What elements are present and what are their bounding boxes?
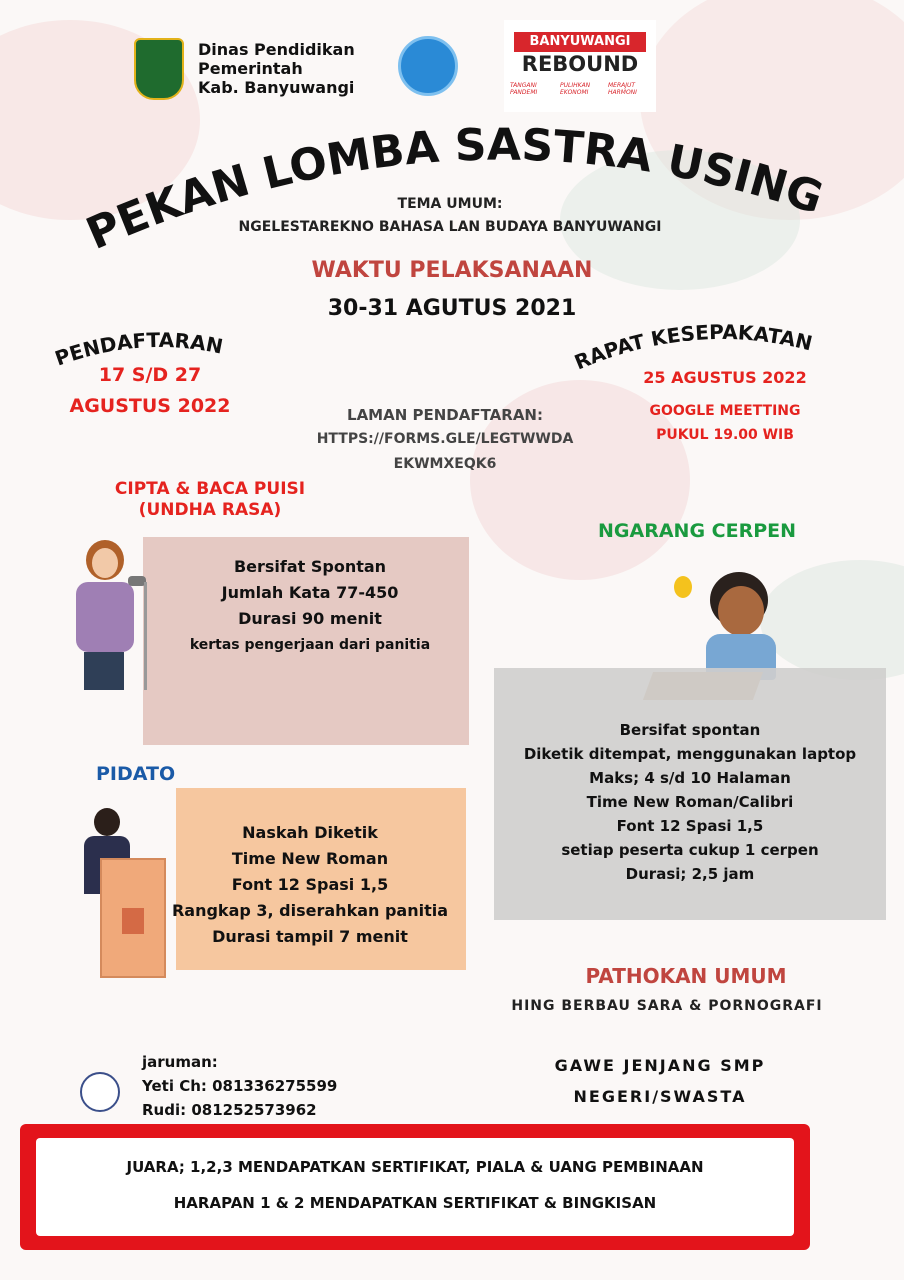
pidato-rule: Rangkap 3, diserahkan panitia [171,901,449,920]
pendaftaran-date-1: 17 S/D 27 [98,364,202,386]
pidato-rule: Font 12 Spasi 1,5 [231,875,389,894]
puisi-rules [140,554,480,658]
pidato-rules [150,820,470,950]
svg-text:PEKAN LOMBA SASTRA USING [80,120,829,260]
cerpen-rule: Diketik ditempat, menggunakan laptop [523,745,857,763]
jaruman-label: jaruman: [142,1053,218,1071]
dinas-text: Dinas Pendidikan Pemerintah Kab. Banyuwangi [198,40,355,97]
puisi-rule: kertas pengerjaan dari panitia [189,637,431,653]
jaruman-contact: Rudi: 081252573962 [142,1101,317,1119]
mgmp-logo [80,1072,120,1112]
pendaftaran-label: PENDAFTARAN [51,327,225,371]
pidato-rule: Time New Roman [231,849,389,868]
title-arc [80,120,870,260]
cerpen-rule: Font 12 Spasi 1,5 [616,817,764,835]
pendaftaran-date-2: AGUSTUS 2022 [69,395,231,417]
banyuwangi-rebound-logo: BANYUWANGI REBOUND TANGANI PANDEMI PULIHKAN EKONOMI MERAJUT HARMONI [504,20,656,112]
rapat-time: PUKUL 19.00 WIB [656,427,794,443]
jenjang-line-1: GAWE JENJANG SMP [554,1056,766,1075]
leaf-decoration [760,560,904,680]
laman-url-1[interactable]: HTTPS://FORMS.GLE/LEGTWWDA [316,431,574,447]
pathokan-text: HING BERBAU SARA & PORNOGRAFI [511,998,823,1014]
pidato-rule: Naskah Diketik [242,823,378,842]
cerpen-rules [494,718,886,886]
title-arc-svg [80,120,870,260]
rapat-google-meet: GOOGLE MEETTING [649,403,801,419]
laman-url-2[interactable]: EKWMXEQK6 [393,456,497,472]
tema-label: TEMA UMUM: [397,196,503,212]
cerpen-rule: setiap peserta cukup 1 cerpen [561,841,819,859]
tema-text: NGELESTAREKNO BAHASA LAN BUDAYA BANYUWANGI [238,219,662,235]
laman-label: LAMAN PENDAFTARAN: [347,406,543,424]
footer-line-1: JUARA; 1,2,3 MENDAPATKAN SERTIFIKAT, PIALA & UANG PEMBINAAN [126,1158,704,1176]
pathokan-label: PATHOKAN UMUM [585,964,787,988]
jaruman-contact: Yeti Ch: 081336275599 [142,1077,338,1095]
rapat-date: 25 AGUSTUS 2022 [643,368,807,387]
svg-text:RAPAT KESEPAKATAN [572,320,815,375]
puisi-rule: Durasi 90 menit [238,609,382,628]
cerpen-title: NGARANG CERPEN [598,520,797,542]
lightbulb-icon [674,576,692,598]
tut-wuri-handayani-logo [398,36,458,96]
banyuwangi-emblem-logo [134,38,184,100]
cerpen-rule: Maks; 4 s/d 10 Halaman [589,769,791,787]
cerpen-rule: Bersifat spontan [619,721,761,739]
cerpen-rule: Durasi; 2,5 jam [625,865,755,883]
footer-banner [20,1124,810,1250]
puisi-title: CIPTA & BACA PUISI (UNDHA RASA) [114,479,306,520]
footer-inner [36,1138,794,1236]
puisi-rule: Jumlah Kata 77-450 [221,583,399,602]
waktu-label: WAKTU PELAKSANAAN [311,258,593,283]
jaruman-block [142,1050,337,1122]
rapat-label: RAPAT KESEPAKATAN [572,319,815,375]
pidato-title: PIDATO [96,763,176,785]
cerpen-rule: Time New Roman/Calibri [586,793,794,811]
pidato-rule: Durasi tampil 7 menit [212,927,408,946]
puisi-rule: Bersifat Spontan [233,557,387,576]
footer-line-2: HARAPAN 1 & 2 MENDAPATKAN SERTIFIKAT & BINGKISAN [173,1194,657,1212]
page-title: PEKAN LOMBA SASTRA USING [80,120,829,260]
waktu-date: 30-31 AGUTUS 2021 [327,296,577,321]
jenjang-line-2: NEGERI/SWASTA [573,1087,747,1106]
